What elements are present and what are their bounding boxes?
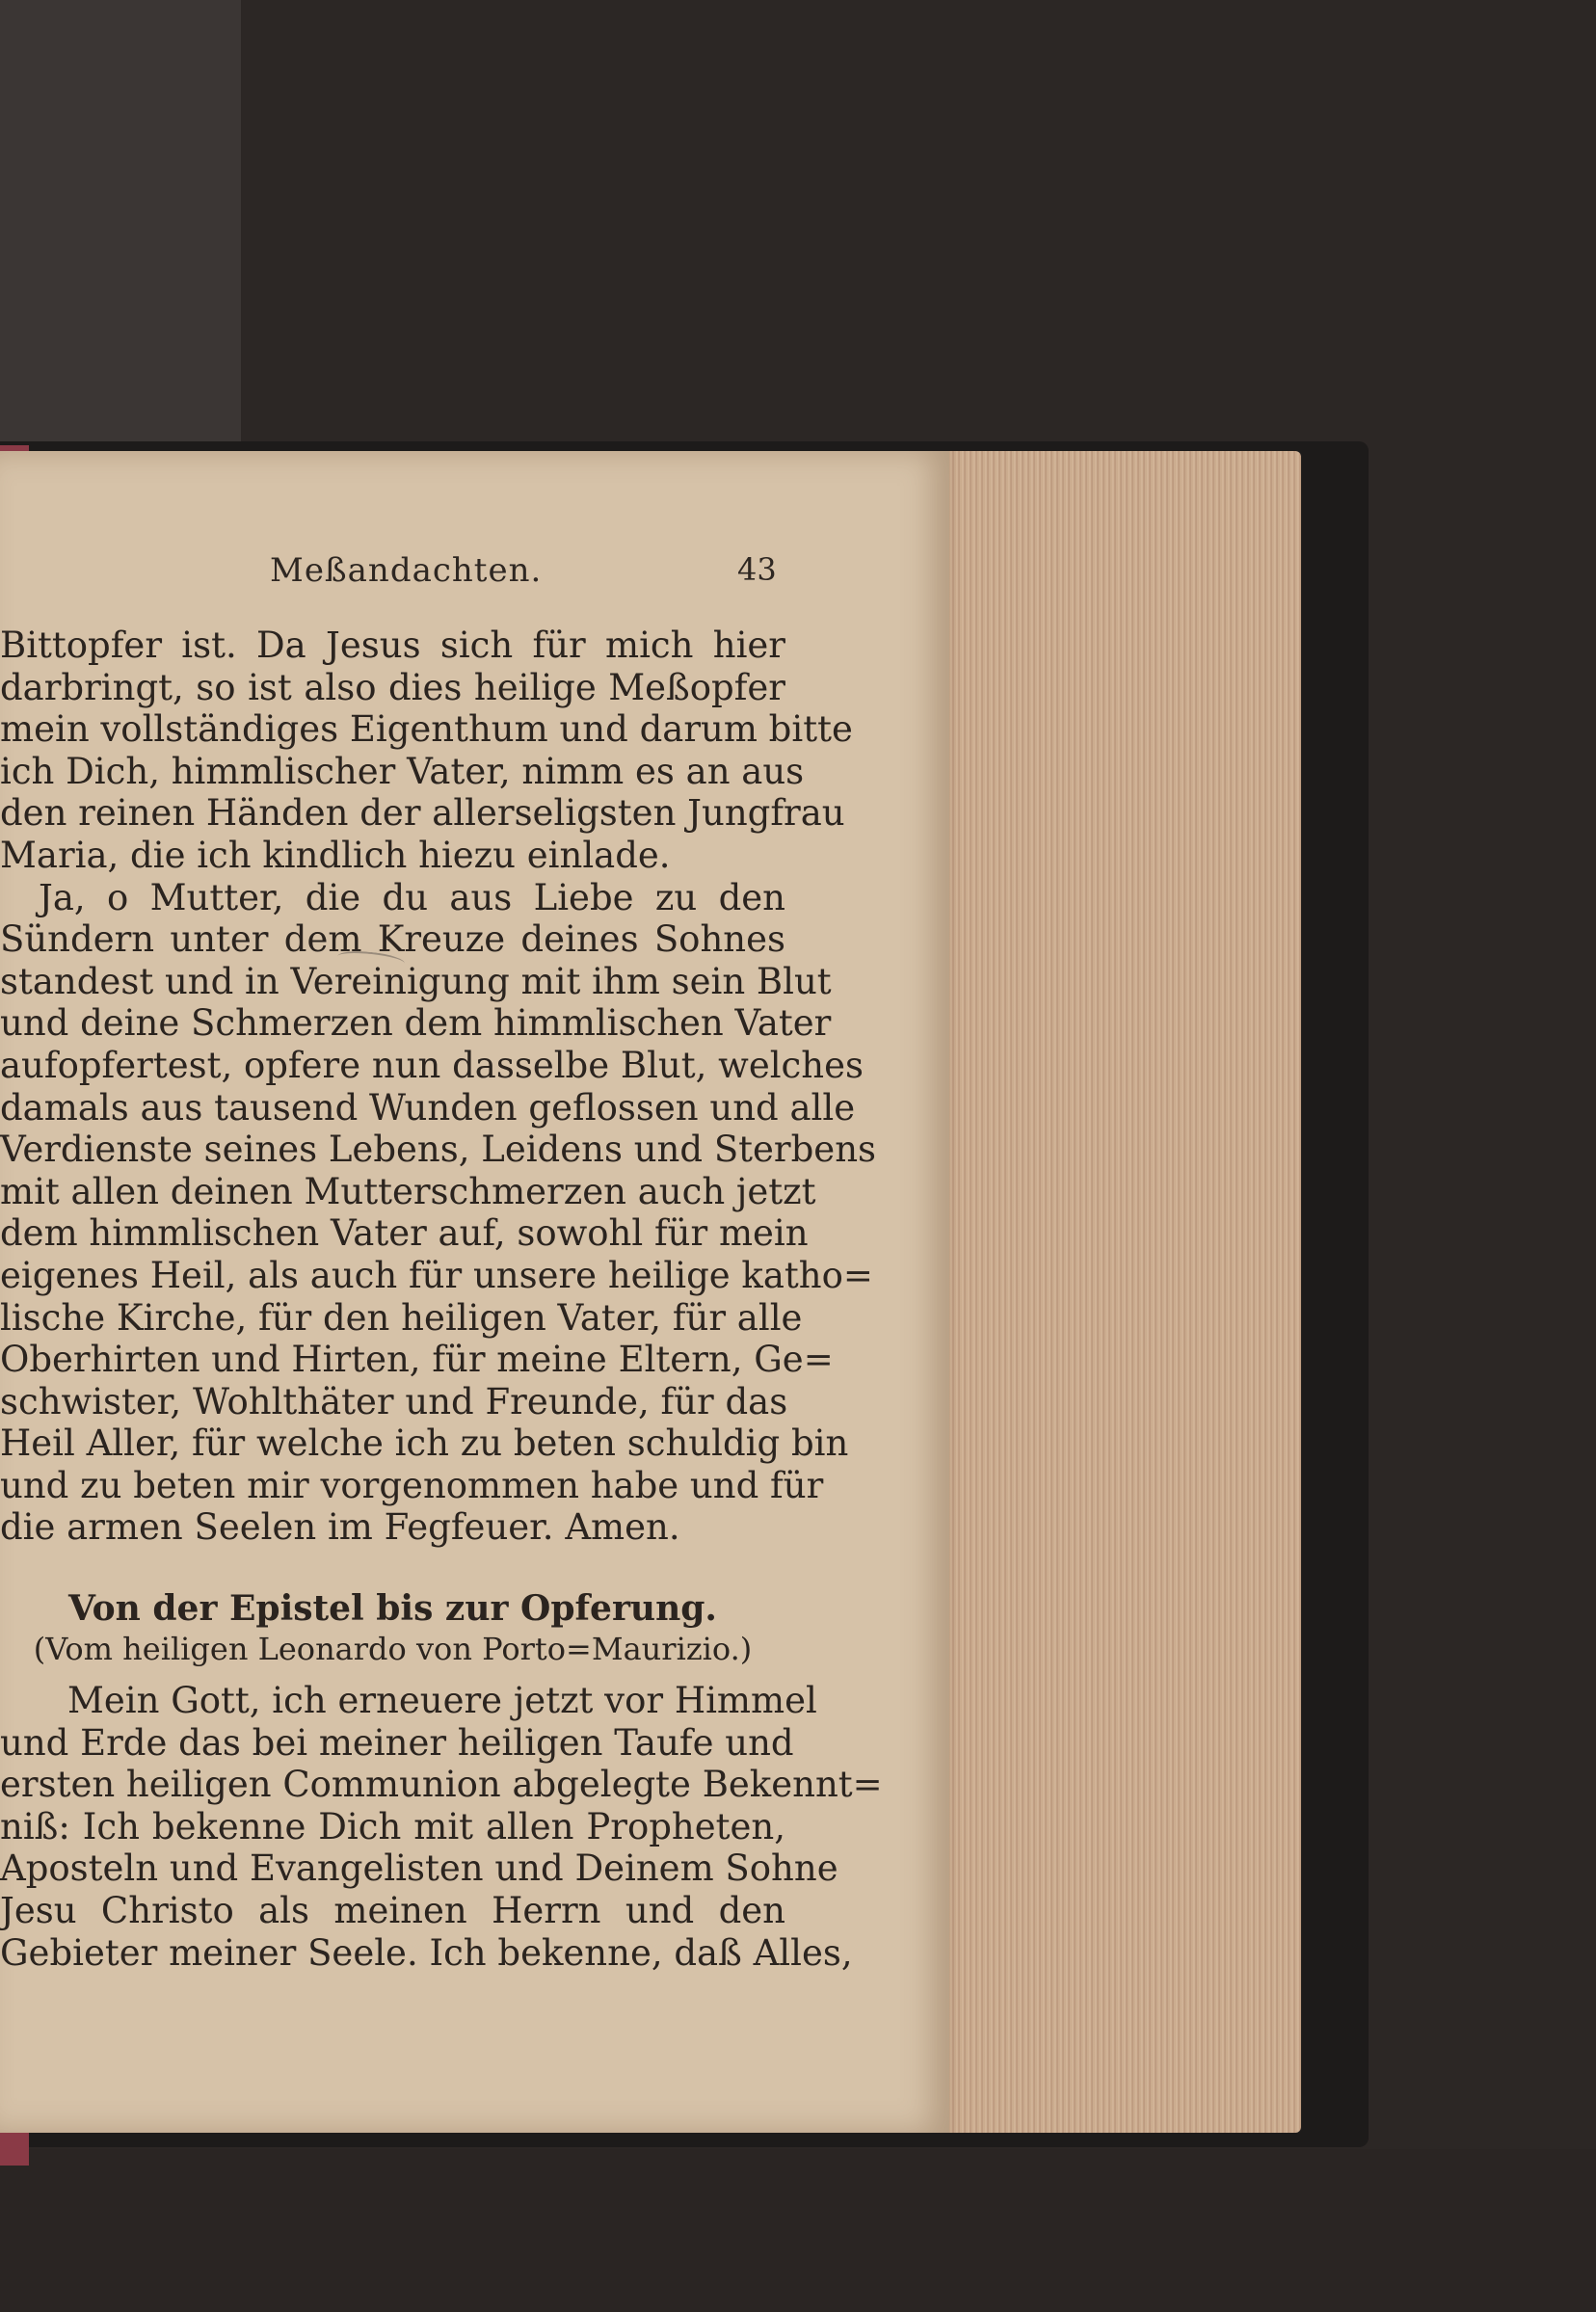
text-line: die armen Seelen im Fegfeuer. Amen. bbox=[0, 1506, 680, 1549]
text-line: den reinen Händen der allerseligsten Jungfrau bbox=[0, 792, 845, 835]
text-line: aufopfertest, opfere nun dasselbe Blut, welches bbox=[0, 1044, 864, 1086]
text-line: ich Dich, himmlischer Vater, nimm es an aus bbox=[0, 750, 805, 792]
text-line: Oberhirten und Hirten, für meine Eltern, Ge= bbox=[0, 1339, 834, 1381]
text-line: Aposteln und Evangelisten und Deinem Sohne bbox=[0, 1847, 838, 1890]
running-head: Meßandachten. bbox=[270, 551, 543, 590]
text-line: mit allen deinen Mutterschmerzen auch jetzt bbox=[0, 1170, 816, 1212]
text-line: eigenes Heil, als auch für unsere heilige katho= bbox=[0, 1254, 873, 1296]
section-title: Von der Epistel bis zur Opferung. bbox=[68, 1588, 717, 1629]
text-line: Maria, die ich kindlich hiezu einlade. bbox=[0, 834, 671, 876]
text-line: Mein Gott, ich erneuere jetzt vor Himmel bbox=[67, 1680, 817, 1721]
text-line: niß: Ich bekenne Dich mit allen Propheten, bbox=[0, 1805, 785, 1847]
body-text bbox=[0, 625, 877, 1549]
text-line: darbringt, so ist also dies heilige Meßopfer bbox=[0, 666, 785, 708]
text-line: ersten heiligen Communion abgelegte Bekennt= bbox=[0, 1764, 883, 1806]
text-line: und deine Schmerzen dem himmlischen Vater bbox=[0, 1002, 832, 1045]
text-line: Bittopfer ist. Da Jesus sich für mich hier bbox=[0, 625, 785, 666]
text-line: und Erde das bei meiner heiligen Taufe und bbox=[0, 1721, 794, 1764]
text-line: Heil Aller, für welche ich zu beten schuldig bin bbox=[0, 1422, 849, 1465]
text-line: Gebieter meiner Seele. Ich bekenne, daß Alles, bbox=[0, 1931, 853, 1974]
text-line: und zu beten mir vorgenommen habe und für bbox=[0, 1464, 824, 1506]
text-line: Jesu Christo als meinen Herrn und den bbox=[0, 1889, 785, 1931]
text-line: Verdienste seines Lebens, Leidens und Sterbens bbox=[0, 1129, 877, 1171]
text-line: dem himmlischen Vater auf, sowohl für mein bbox=[0, 1212, 809, 1255]
page-fore-edge bbox=[920, 451, 1301, 2133]
text-line: standest und in Vereinigung mit ihm sein Blut bbox=[0, 960, 832, 1002]
text-line: damals aus tausend Wunden geflossen und alle bbox=[0, 1086, 856, 1129]
background-book-spine bbox=[0, 0, 241, 453]
text-line: Sündern unter dem Kreuze deines Sohnes bbox=[0, 918, 785, 961]
text-line: Ja, o Mutter, die du aus Liebe zu den bbox=[39, 876, 785, 918]
page-number: 43 bbox=[737, 551, 777, 588]
background-table bbox=[0, 2149, 1596, 2312]
text-line: schwister, Wohlthäter und Freunde, für das bbox=[0, 1380, 788, 1422]
text-line: mein vollständiges Eigenthum und darum bitte bbox=[0, 708, 853, 751]
text-line: lische Kirche, für den heiligen Vater, für alle bbox=[0, 1296, 803, 1339]
section-text bbox=[0, 1680, 883, 1974]
section-subtitle: (Vom heiligen Leonardo von Porto=Maurizio.) bbox=[33, 1631, 753, 1667]
